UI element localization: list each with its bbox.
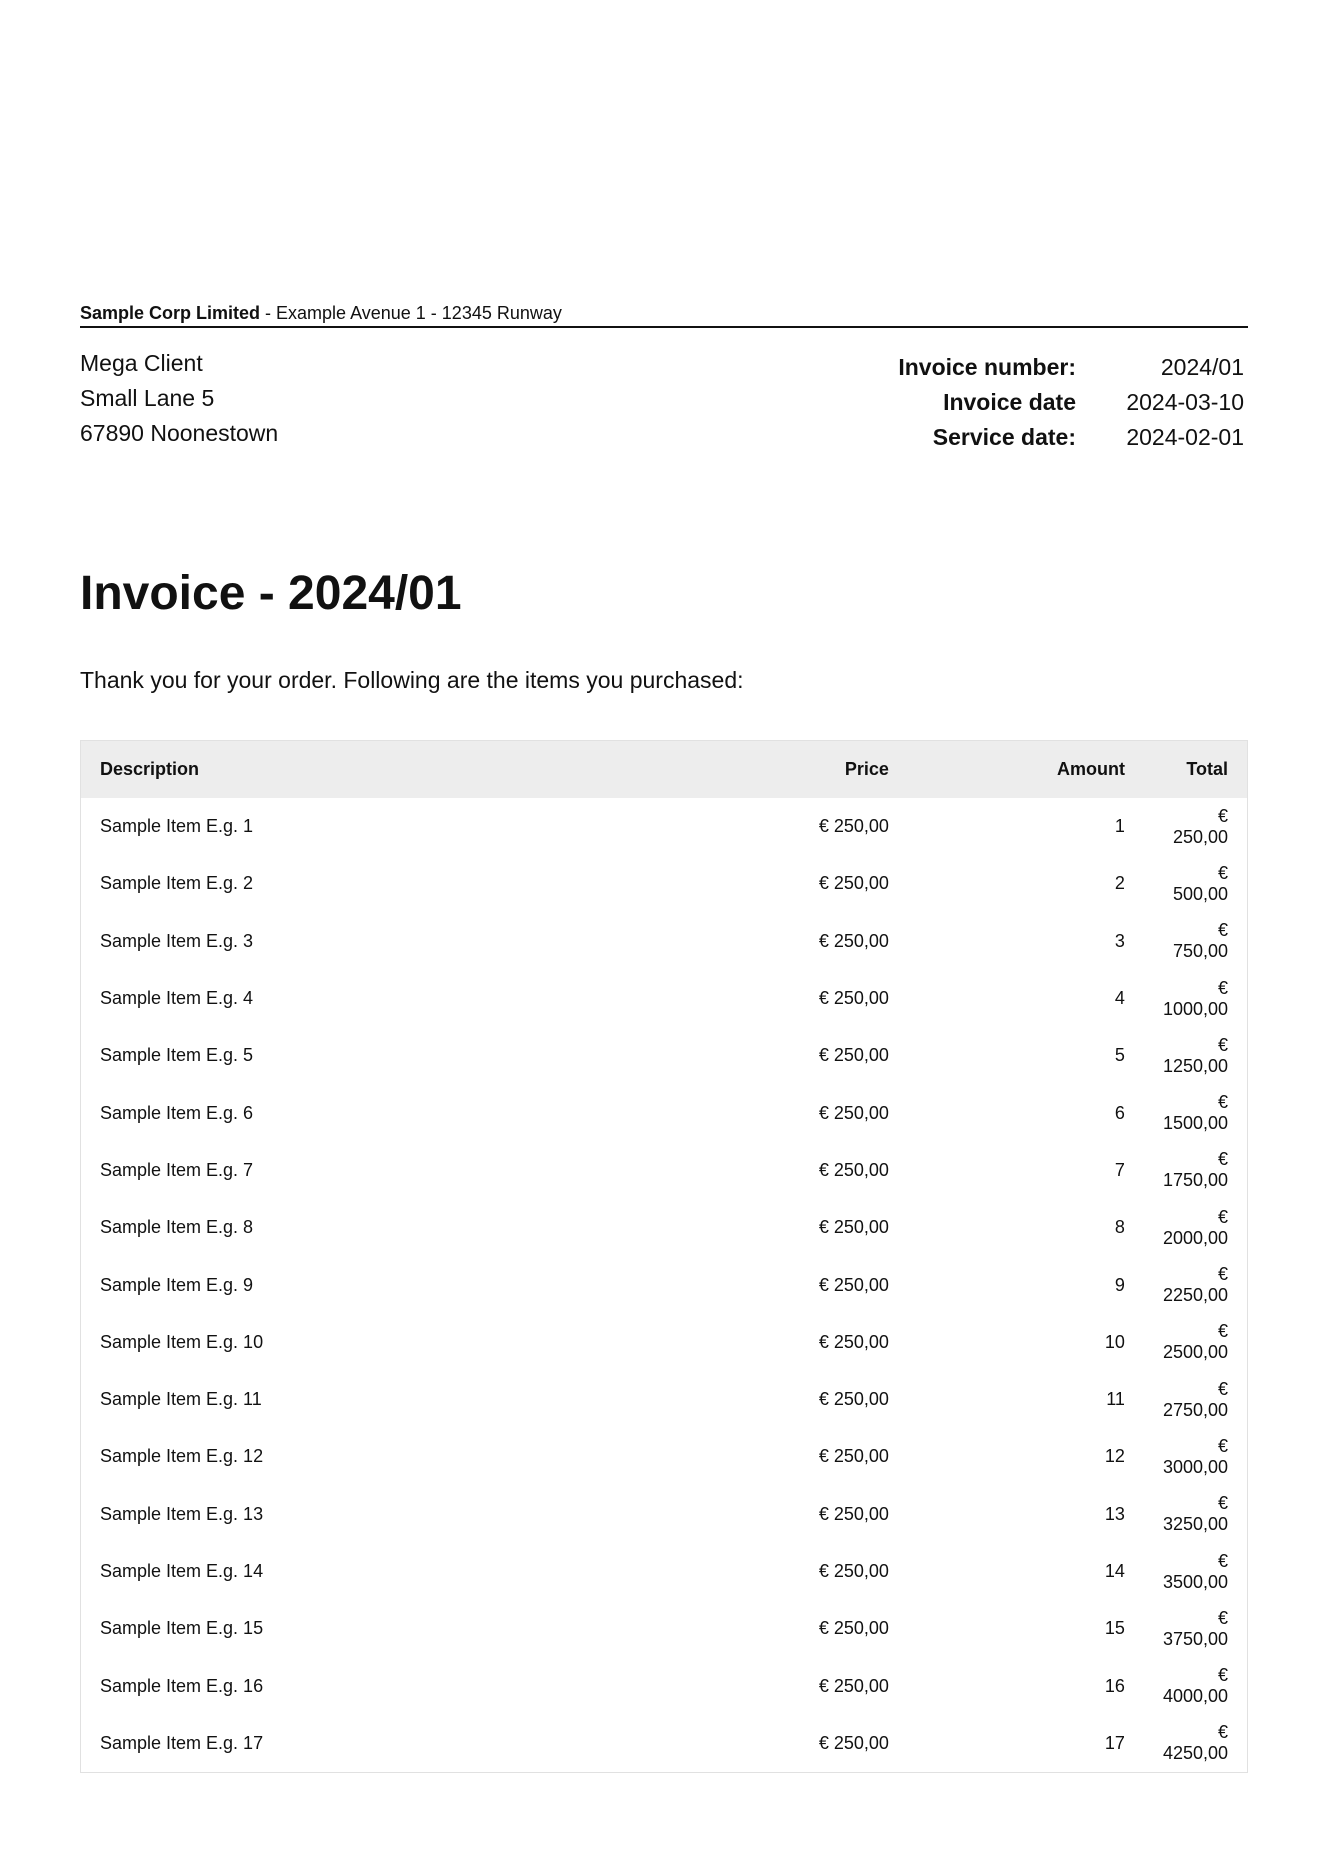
cell-description: Sample Item E.g. 16 <box>100 1675 264 1696</box>
invoice-date-label: Invoice date <box>943 389 1076 415</box>
items-table-body <box>81 798 1247 1772</box>
cell-price: € 250,00 <box>818 1159 889 1180</box>
cell-total: € 2500,00 <box>1162 1321 1229 1363</box>
cell-price: € 250,00 <box>818 988 889 1009</box>
cell-amount: 11 <box>1106 1389 1125 1410</box>
cell-description: Sample Item E.g. 8 <box>100 1217 254 1238</box>
cell-price: € 250,00 <box>818 1446 889 1467</box>
cell-total: € 3250,00 <box>1162 1493 1229 1535</box>
cell-total: € 1750,00 <box>1162 1149 1229 1191</box>
cell-description: Sample Item E.g. 14 <box>100 1561 264 1581</box>
cell-amount: 5 <box>1114 1045 1125 1066</box>
cell-total: € 4000,00 <box>1162 1665 1229 1707</box>
cell-description: Sample Item E.g. 12 <box>100 1446 264 1467</box>
cell-total: € 1500,00 <box>1162 1092 1229 1134</box>
cell-amount: 1 <box>1114 816 1125 837</box>
cell-total: € 3000,00 <box>1162 1435 1229 1477</box>
table-row <box>81 1428 1247 1485</box>
cell-amount: 10 <box>1104 1331 1125 1352</box>
intro-text: Thank you for your order. Following are the items you purchased: <box>80 667 744 693</box>
cell-amount: 2 <box>1114 873 1125 894</box>
invoice-date-value: 2024-03-10 <box>1126 389 1244 415</box>
cell-price: € 250,00 <box>818 1274 889 1295</box>
cell-amount: 13 <box>1104 1503 1125 1524</box>
cell-description: Sample Item E.g. 13 <box>100 1503 264 1524</box>
cell-price: € 250,00 <box>818 1045 889 1066</box>
sender-address: - Example Avenue 1 - 12345 Runway <box>260 303 562 323</box>
table-row <box>81 1715 1247 1772</box>
invoice-title: Invoice - 2024/01 <box>80 567 462 620</box>
cell-description: Sample Item E.g. 17 <box>100 1732 264 1753</box>
cell-amount: 9 <box>1114 1274 1125 1295</box>
cell-total: € 750,00 <box>1172 920 1228 962</box>
cell-price: € 250,00 <box>818 816 889 837</box>
cell-price: € 250,00 <box>818 873 889 894</box>
cell-description: Sample Item E.g. 7 <box>100 1159 254 1180</box>
table-row <box>81 798 1247 855</box>
meta-row-service-date <box>898 420 1244 455</box>
recipient-name: Mega Client <box>80 350 203 376</box>
cell-description: Sample Item E.g. 5 <box>100 1045 254 1066</box>
table-row <box>81 1199 1247 1256</box>
table-row <box>81 1256 1247 1313</box>
meta-row-invoice-number <box>898 350 1244 385</box>
cell-amount: 14 <box>1104 1561 1125 1581</box>
table-row <box>81 913 1247 970</box>
service-date-label: Service date: <box>932 424 1076 450</box>
cell-price: € 250,00 <box>818 1389 889 1410</box>
cell-amount: 8 <box>1114 1217 1125 1238</box>
invoice-meta <box>898 350 1244 455</box>
cell-description: Sample Item E.g. 9 <box>100 1274 254 1295</box>
cell-total: € 1250,00 <box>1162 1034 1229 1076</box>
cell-amount: 6 <box>1114 1102 1125 1123</box>
column-header-price: Price <box>672 741 908 798</box>
cell-price: € 250,00 <box>818 1102 889 1123</box>
items-table <box>81 741 1247 1772</box>
cell-description: Sample Item E.g. 15 <box>100 1618 264 1639</box>
cell-amount: 15 <box>1104 1618 1125 1639</box>
table-row <box>81 1486 1247 1543</box>
cell-price: € 250,00 <box>818 1561 889 1581</box>
cell-price: € 250,00 <box>818 1675 889 1696</box>
invoice-number-value: 2024/01 <box>1160 354 1244 380</box>
cell-amount: 3 <box>1114 930 1125 951</box>
invoice-number-label: Invoice number: <box>898 354 1076 380</box>
table-row <box>81 970 1247 1027</box>
cell-amount: 17 <box>1104 1732 1125 1753</box>
column-header-amount: Amount <box>908 741 1144 798</box>
cell-price: € 250,00 <box>818 1618 889 1639</box>
table-row <box>81 1027 1247 1084</box>
cell-total: € 2750,00 <box>1162 1378 1229 1420</box>
cell-total: € 500,00 <box>1172 862 1228 904</box>
table-header-row <box>81 741 1247 798</box>
cell-description: Sample Item E.g. 2 <box>100 873 254 894</box>
cell-description: Sample Item E.g. 3 <box>100 930 254 951</box>
cell-amount: 7 <box>1114 1159 1125 1180</box>
cell-price: € 250,00 <box>818 1217 889 1238</box>
meta-row-invoice-date <box>898 385 1244 420</box>
recipient-street: Small Lane 5 <box>80 385 215 411</box>
cell-total: € 3500,00 <box>1162 1550 1229 1592</box>
table-row <box>81 1314 1247 1371</box>
cell-total: € 1000,00 <box>1162 977 1229 1019</box>
cell-amount: 4 <box>1114 988 1125 1009</box>
cell-amount: 12 <box>1104 1446 1125 1467</box>
cell-total: € 2250,00 <box>1162 1264 1229 1306</box>
cell-description: Sample Item E.g. 6 <box>100 1102 254 1123</box>
cell-description: Sample Item E.g. 10 <box>100 1331 264 1352</box>
cell-total: € 3750,00 <box>1162 1607 1229 1649</box>
sender-line <box>80 302 1248 328</box>
column-header-description: Description <box>81 741 672 798</box>
table-row <box>81 1657 1247 1714</box>
cell-description: Sample Item E.g. 4 <box>100 988 254 1009</box>
table-row <box>81 855 1247 912</box>
cell-description: Sample Item E.g. 1 <box>100 816 254 837</box>
cell-total: € 2000,00 <box>1162 1206 1229 1248</box>
sender-company: Sample Corp Limited <box>80 303 261 323</box>
cell-price: € 250,00 <box>818 1331 889 1352</box>
table-row <box>81 1142 1247 1199</box>
cell-price: € 250,00 <box>818 1732 889 1753</box>
table-row <box>81 1371 1247 1428</box>
cell-description: Sample Item E.g. 11 <box>100 1389 262 1410</box>
cell-total: € 4250,00 <box>1162 1722 1229 1764</box>
cell-total: € 250,00 <box>1172 805 1228 847</box>
recipient-city: 67890 Noonestown <box>80 420 279 446</box>
table-row <box>81 1600 1247 1657</box>
cell-price: € 250,00 <box>818 1503 889 1524</box>
column-header-total: Total <box>1144 741 1247 798</box>
cell-price: € 250,00 <box>818 930 889 951</box>
service-date-value: 2024-02-01 <box>1126 424 1244 450</box>
recipient-address <box>80 346 278 451</box>
cell-amount: 16 <box>1104 1675 1125 1696</box>
items-table-container <box>80 740 1248 1773</box>
table-row <box>81 1543 1247 1600</box>
table-row <box>81 1084 1247 1141</box>
